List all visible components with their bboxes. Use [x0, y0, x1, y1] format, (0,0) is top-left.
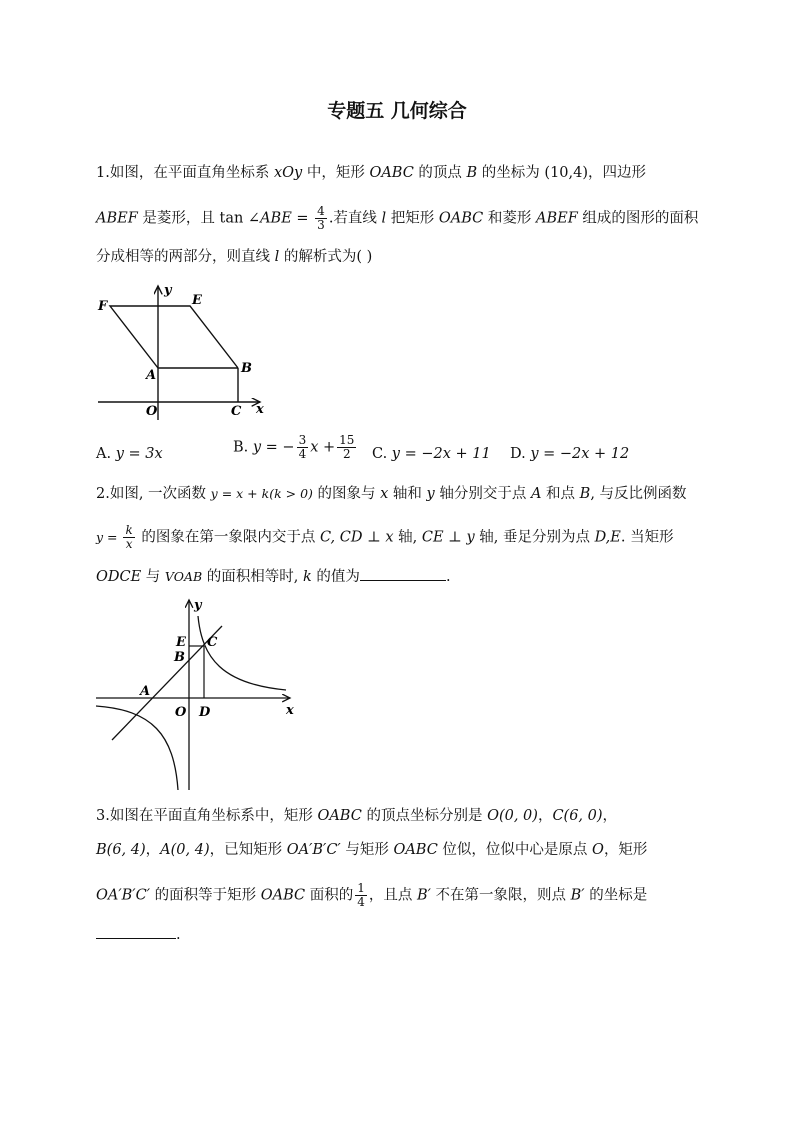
q2-label-A: A	[140, 684, 151, 699]
q1-option-b: B. y = − $\frac{3}{4}$ x + $\frac{15}{2}$	[233, 433, 355, 461]
q2-label-B: B	[174, 650, 185, 665]
q3-line-3: OA′B′C′ 的面积等于矩形 OABC 面积的 $\frac{1}{4}$ ，且点 B′ 不在第一象限，则点 B′ 的坐标是	[96, 881, 648, 909]
q2-line-1: 2.如图, 一次函数 y = x + k(k > 0) 的图象与 x 轴和 y 轴分别交于点 A 和点 B, 与反比例函数	[96, 486, 687, 502]
q2-label-y: y	[194, 598, 202, 613]
q2-label-E: E	[176, 635, 186, 650]
q2-figure	[94, 594, 304, 794]
q2-label-D: D	[199, 705, 211, 720]
q1-fraction: $\frac{4}{3}$	[317, 204, 325, 232]
q2-answer-blank[interactable]	[360, 566, 446, 581]
q1-label-C: C	[231, 404, 242, 419]
q2-label-x: x	[286, 703, 294, 718]
q2-line-3: ODCE 与 VOAB 的面积相等时, k 的值为 .	[96, 566, 451, 587]
q1-label-F: F	[98, 299, 108, 314]
page-title: 专题五 几何综合	[327, 100, 467, 122]
q3-line-4: .	[96, 924, 181, 945]
q2-label-O: O	[175, 705, 187, 720]
q3-line-2: B(6, 4)，A(0, 4)，已知矩形 OA′B′C′ 与矩形 OABC 位似，位似中心是原点 O，矩形	[96, 842, 648, 858]
q1-option-d: D. y = −2x + 12	[510, 446, 630, 462]
q2-linear-function	[112, 626, 222, 740]
q1-figure	[92, 282, 282, 422]
q1-rhombus	[110, 306, 238, 368]
q3-line-1: 3.如图在平面直角坐标系中，矩形 OABC 的顶点坐标分别是 O(0, 0)，C(6, 0)，	[96, 808, 618, 824]
q2-hyperbola-branch-2	[96, 706, 178, 790]
q1-label-y: y	[164, 283, 172, 298]
q1-label-x: x	[256, 402, 264, 417]
q1-line-3: 分成相等的两部分，则直线 l 的解析式为( )	[96, 249, 373, 265]
q2-line-2: y = $\frac{k}{x}$ 的图象在第一象限内交于点 C, CD ⊥ x 轴, CE ⊥ y 轴, 垂足分别为点 D,E. 当矩形	[96, 523, 674, 551]
q1-option-c: C. y = −2x + 11	[372, 446, 491, 462]
q3-answer-blank[interactable]	[96, 924, 176, 939]
q1-label-E: E	[192, 293, 202, 308]
q1-line-2: ABEF 是菱形，且 tan ∠ABE = $\frac{4}{3}$ .若直线 l 把矩形 OABC 和菱形 ABEF 组成的图形的面积	[96, 204, 699, 232]
q1-label-B: B	[241, 361, 252, 376]
q1-option-a: A. y = 3x	[96, 446, 163, 462]
q1-label-A: A	[146, 368, 157, 383]
q2-hyperbola-branch-1	[198, 616, 286, 690]
q2-label-C: C	[207, 635, 218, 650]
q1-line-1: 1.如图，在平面直角坐标系 xOy 中，矩形 OABC 的顶点 B 的坐标为 (10,4)，四边形	[96, 165, 647, 181]
q1-label-O: O	[146, 404, 158, 419]
